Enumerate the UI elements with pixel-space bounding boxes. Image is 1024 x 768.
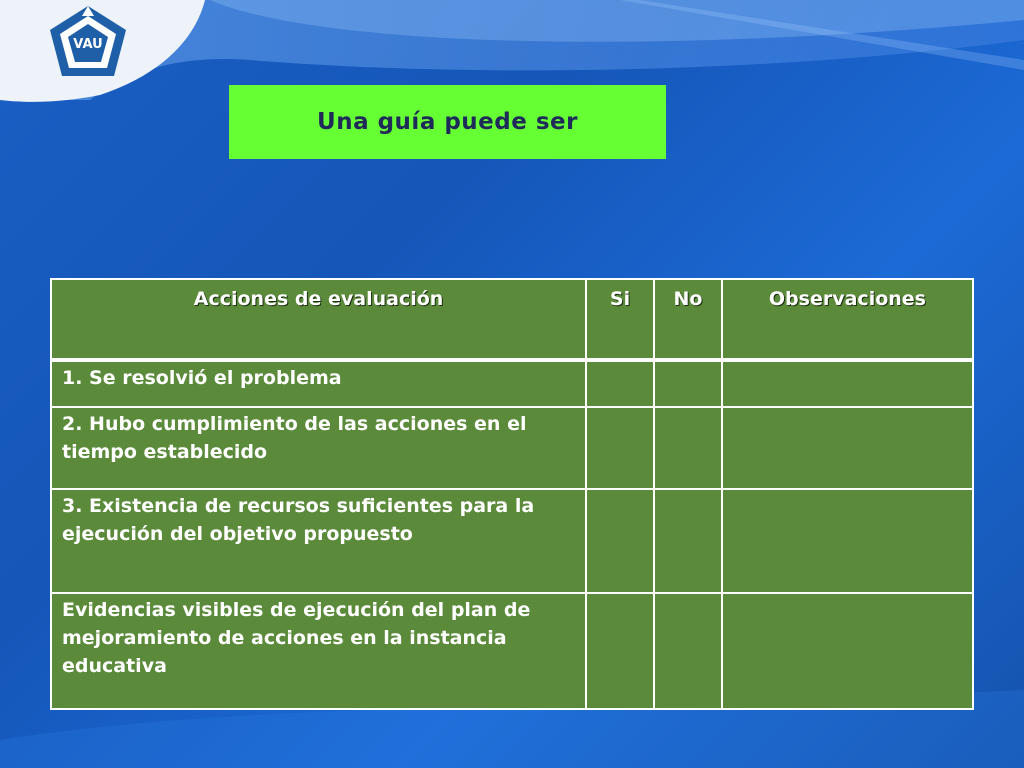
cell-si[interactable]: [586, 593, 654, 709]
cell-action: Evidencias visibles de ejecución del plan de mejoramiento de acciones en la instancia educativa: [51, 593, 586, 709]
header-si: Si: [586, 279, 654, 360]
table-row: [51, 407, 973, 489]
cell-observaciones[interactable]: [722, 407, 973, 489]
header-acciones: Acciones de evaluación: [51, 279, 586, 360]
cell-si[interactable]: [586, 407, 654, 489]
cell-no[interactable]: [654, 489, 722, 593]
vau-logo: [46, 4, 130, 84]
cell-action: 1. Se resolvió el problema: [51, 360, 586, 407]
table-row: [51, 489, 973, 593]
cell-observaciones[interactable]: [722, 360, 973, 407]
table-header-row: [51, 279, 973, 360]
cell-observaciones[interactable]: [722, 593, 973, 709]
cell-no[interactable]: [654, 593, 722, 709]
logo-text: VAU: [73, 37, 103, 52]
evaluation-table: [50, 278, 974, 710]
title-box: [229, 85, 666, 159]
header-no: No: [654, 279, 722, 360]
cell-observaciones[interactable]: [722, 489, 973, 593]
table-row: [51, 360, 973, 407]
cell-no[interactable]: [654, 360, 722, 407]
cell-action: 3. Existencia de recursos suficientes para la ejecución del objetivo propuesto: [51, 489, 586, 593]
cell-no[interactable]: [654, 407, 722, 489]
table-row: [51, 593, 973, 709]
cell-si[interactable]: [586, 360, 654, 407]
slide-title: Una guía puede ser: [317, 109, 578, 135]
cell-si[interactable]: [586, 489, 654, 593]
header-observaciones: Observaciones: [722, 279, 973, 360]
cell-action: 2. Hubo cumplimiento de las acciones en el tiempo establecido: [51, 407, 586, 489]
